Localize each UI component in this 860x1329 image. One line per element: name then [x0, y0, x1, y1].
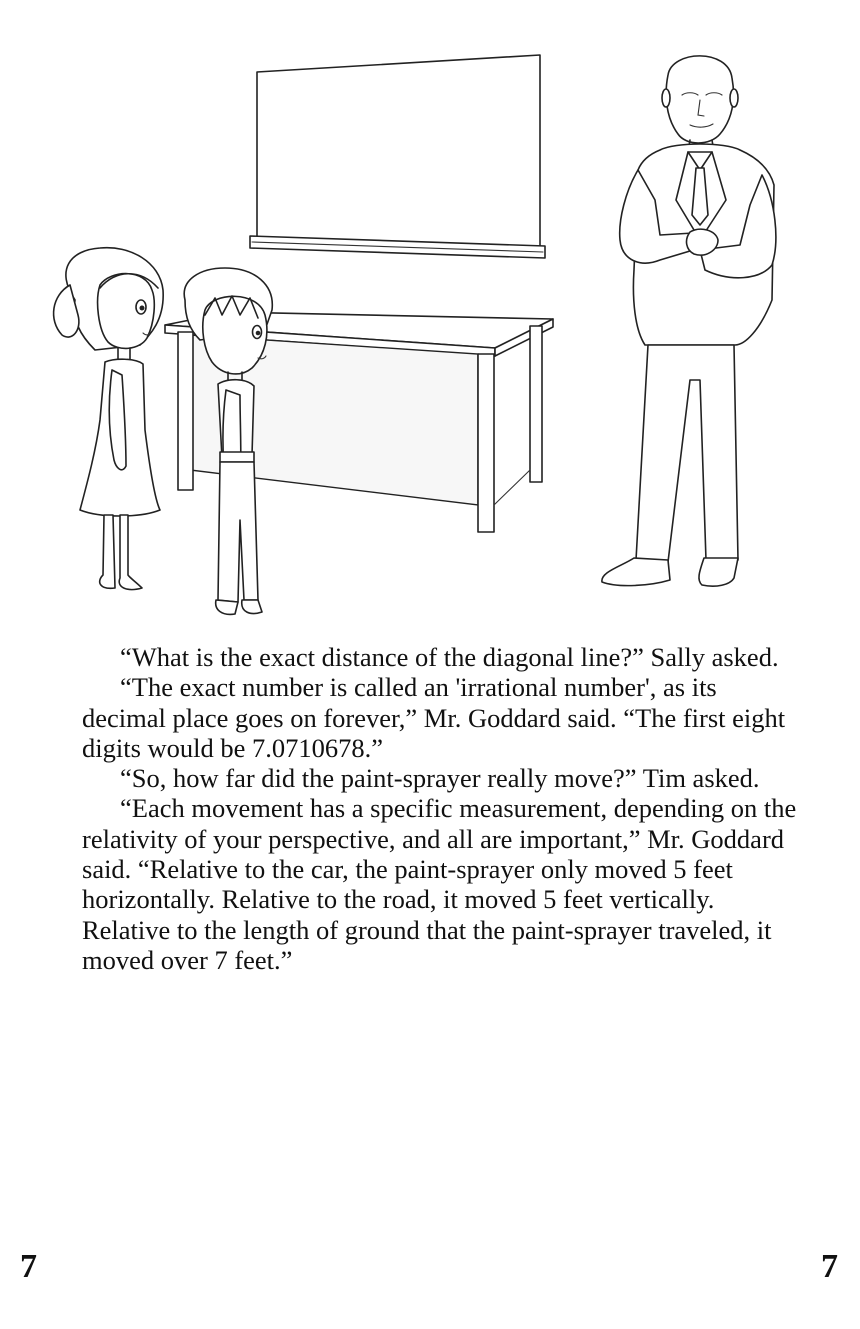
page-number-right: 7 — [821, 1248, 838, 1285]
classroom-illustration — [40, 40, 820, 630]
whiteboard — [250, 55, 545, 258]
mr-goddard-figure — [602, 56, 776, 586]
paragraph-4: “Each movement has a specific measurement, depending on the relativity of your perspective, and all are important,” Mr. Goddard said. “Relative to the car, the paint-sprayer only moved 5 feet horizontally. Relative to the road, it moved 5 feet vertically. Relative to the length of ground that the paint-sprayer traveled, it moved over 7 feet.” — [82, 793, 797, 975]
sally-figure — [54, 248, 164, 590]
paragraph-2: “The exact number is called an 'irrational number', as its decimal place goes on forever,” Mr. Goddard said. “The first eight digits would be 7.0710678.” — [82, 672, 786, 763]
page-number-left: 7 — [20, 1248, 37, 1285]
story-text — [82, 642, 802, 975]
paragraph-1: “What is the exact distance of the diagonal line?” Sally asked. — [120, 642, 779, 672]
paragraph-3: “So, how far did the paint-sprayer really move?” Tim asked. — [120, 763, 760, 794]
